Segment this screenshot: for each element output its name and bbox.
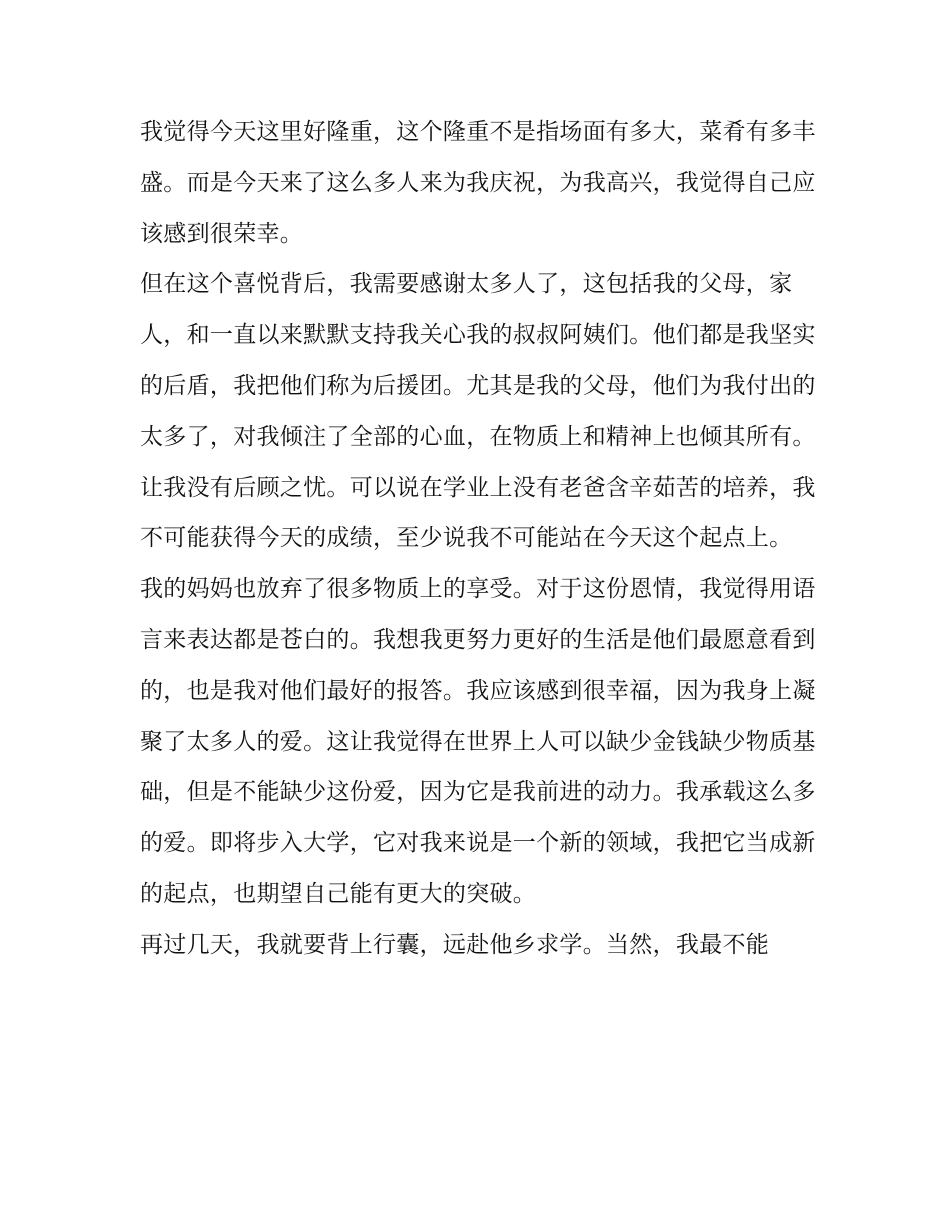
paragraph-4: 我的妈妈也放弃了很多物质上的享受。对于这份恩情，我觉得用语言来表达都是苍白的。我想我更努力更好的生活是他们最愿意看到的，也是我对他们最好的报答。我应该感到很幸福，因为我身上凝聚了太多人的爱。这让我觉得在世界上人可以缺少金钱缺少物质基础，但是不能缺少这份爱，因为它是我前进的动力。我承载这么多的爱。即将步入大学，它对我来说是一个新的领域，我把它当成新的起点，也期望自己能有更大的突破。 — [140, 576, 816, 907]
paragraph-5: 再过几天，我就要背上行囊，远赴他乡求学。当然，我最不能 — [140, 931, 770, 958]
document-body — [140, 107, 820, 971]
paragraph-3: 让我没有后顾之忧。可以说在学业上没有老爸含辛茹苦的培养，我不可能获得今天的成绩，至少说我不可能站在今天这个起点上。 — [140, 474, 816, 552]
paragraph-2: 但在这个喜悦背后，我需要感谢太多人了，这包括我的父母，家人，和一直以来默默支持我关心我的叔叔阿姨们。他们都是我坚实的后盾，我把他们称为后援团。尤其是我的父母，他们为我付出的太多了，对我倾注了全部的心血，在物质上和精神上也倾其所有。 — [140, 271, 816, 450]
paragraph-1: 我觉得今天这里好隆重，这个隆重不是指场面有多大，菜肴有多丰盛。而是今天来了这么多人来为我庆祝，为我高兴，我觉得自己应该感到很荣幸。 — [140, 119, 816, 247]
